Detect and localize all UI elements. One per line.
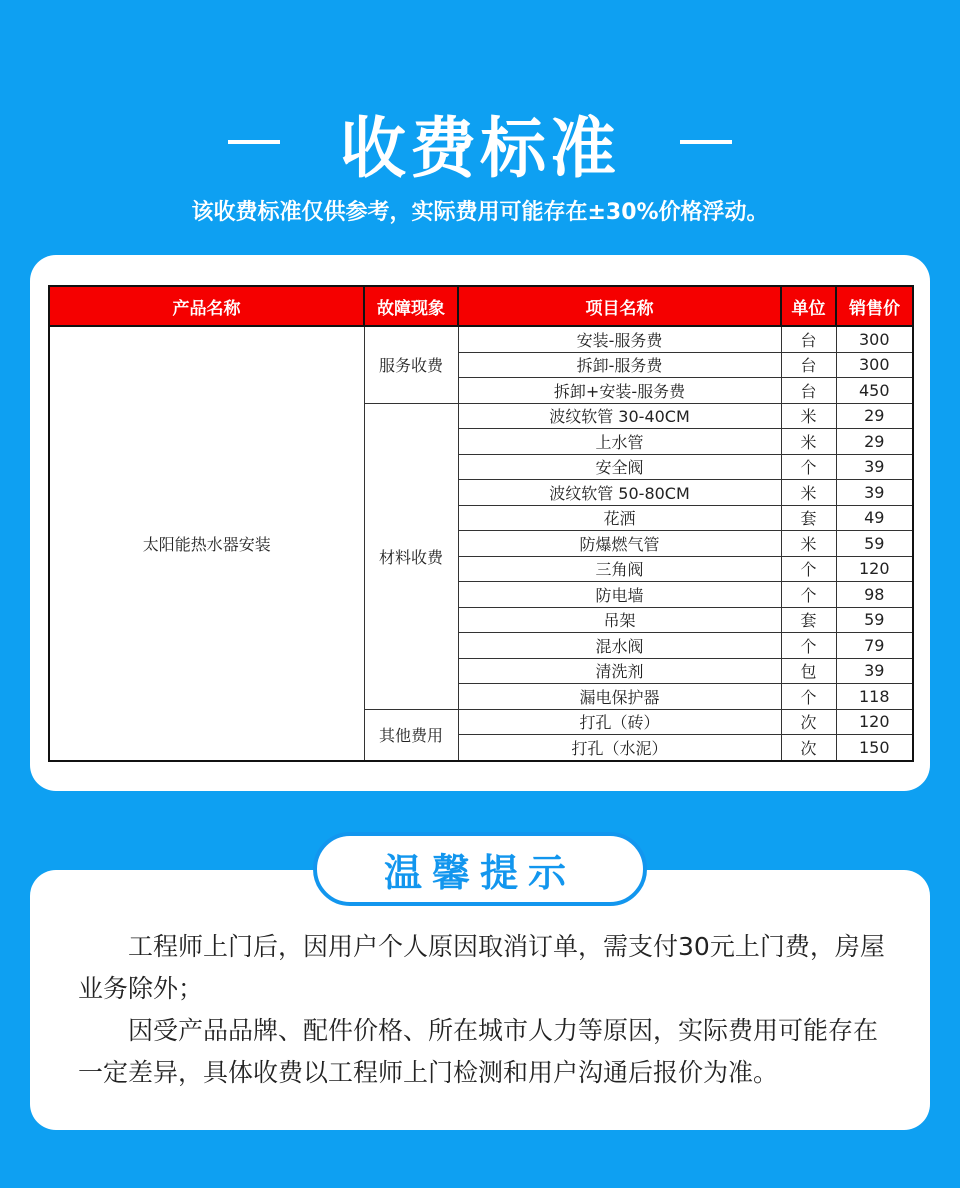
item-price-cell: 39 <box>836 454 913 480</box>
item-name-cell: 清洗剂 <box>458 658 781 684</box>
item-unit-cell: 个 <box>781 633 836 659</box>
table-header-cell: 单位 <box>781 286 836 326</box>
item-name-cell: 漏电保护器 <box>458 684 781 710</box>
item-name-cell: 上水管 <box>458 429 781 455</box>
item-unit-cell: 次 <box>781 735 836 761</box>
item-unit-cell: 米 <box>781 429 836 455</box>
item-unit-cell: 个 <box>781 454 836 480</box>
item-name-cell: 花洒 <box>458 505 781 531</box>
title-right-dash <box>680 140 732 144</box>
item-price-cell: 59 <box>836 531 913 557</box>
item-name-cell: 三角阀 <box>458 556 781 582</box>
item-name-cell: 波纹软管 30-40CM <box>458 403 781 429</box>
item-price-cell: 29 <box>836 403 913 429</box>
item-price-cell: 59 <box>836 607 913 633</box>
item-unit-cell: 套 <box>781 505 836 531</box>
table-body <box>49 326 913 761</box>
fault-category-cell: 其他费用 <box>364 709 458 761</box>
item-price-cell: 118 <box>836 684 913 710</box>
item-name-cell: 拆卸+安装-服务费 <box>458 378 781 404</box>
item-unit-cell: 个 <box>781 684 836 710</box>
item-name-cell: 防爆燃气管 <box>458 531 781 557</box>
item-unit-cell: 米 <box>781 480 836 506</box>
item-price-cell: 79 <box>836 633 913 659</box>
item-unit-cell: 个 <box>781 556 836 582</box>
product-name-cell: 太阳能热水器安装 <box>49 326 364 761</box>
item-name-cell: 波纹软管 50-80CM <box>458 480 781 506</box>
item-price-cell: 150 <box>836 735 913 761</box>
tips-title-pill <box>313 832 647 906</box>
table-row <box>49 326 913 352</box>
item-unit-cell: 个 <box>781 582 836 608</box>
title-left-dash <box>228 140 280 144</box>
item-unit-cell: 台 <box>781 326 836 352</box>
item-unit-cell: 次 <box>781 709 836 735</box>
fault-category-cell: 材料收费 <box>364 403 458 709</box>
item-unit-cell: 包 <box>781 658 836 684</box>
title-row <box>0 96 960 188</box>
table-header-row <box>49 286 913 326</box>
table-header-cell: 故障现象 <box>364 286 458 326</box>
item-unit-cell: 套 <box>781 607 836 633</box>
item-name-cell: 混水阀 <box>458 633 781 659</box>
item-price-cell: 49 <box>836 505 913 531</box>
item-unit-cell: 台 <box>781 352 836 378</box>
item-price-cell: 120 <box>836 709 913 735</box>
item-unit-cell: 台 <box>781 378 836 404</box>
item-unit-cell: 米 <box>781 531 836 557</box>
tips-text <box>78 926 888 1094</box>
item-price-cell: 98 <box>836 582 913 608</box>
tips-card <box>30 870 930 1130</box>
item-price-cell: 120 <box>836 556 913 582</box>
item-name-cell: 打孔（水泥） <box>458 735 781 761</box>
page-title: 收费标准 <box>340 109 620 187</box>
tips-paragraph-2: 因受产品品牌、配件价格、所在城市人力等原因，实际费用可能存在一定差异，具体收费以工程师上门检测和用户沟通后报价为准。 <box>78 1016 879 1087</box>
table-header-cell: 销售价 <box>836 286 913 326</box>
item-name-cell: 安装-服务费 <box>458 326 781 352</box>
table-header-cell: 项目名称 <box>458 286 781 326</box>
price-table-card <box>30 255 930 791</box>
page-subtitle: 该收费标准仅供参考，实际费用可能存在±30%价格浮动。 <box>191 200 769 225</box>
item-price-cell: 450 <box>836 378 913 404</box>
item-unit-cell: 米 <box>781 403 836 429</box>
fault-category-cell: 服务收费 <box>364 326 458 403</box>
item-name-cell: 打孔（砖） <box>458 709 781 735</box>
item-price-cell: 39 <box>836 480 913 506</box>
item-price-cell: 300 <box>836 326 913 352</box>
item-price-cell: 39 <box>836 658 913 684</box>
price-table <box>48 285 914 762</box>
item-name-cell: 吊架 <box>458 607 781 633</box>
item-price-cell: 300 <box>836 352 913 378</box>
item-price-cell: 29 <box>836 429 913 455</box>
item-name-cell: 防电墙 <box>458 582 781 608</box>
item-name-cell: 安全阀 <box>458 454 781 480</box>
tips-title: 温馨提示 <box>383 850 576 895</box>
item-name-cell: 拆卸-服务费 <box>458 352 781 378</box>
tips-paragraph-1: 工程师上门后，因用户个人原因取消订单，需支付30元上门费，房屋业务除外； <box>78 932 885 1003</box>
table-header-cell: 产品名称 <box>49 286 364 326</box>
